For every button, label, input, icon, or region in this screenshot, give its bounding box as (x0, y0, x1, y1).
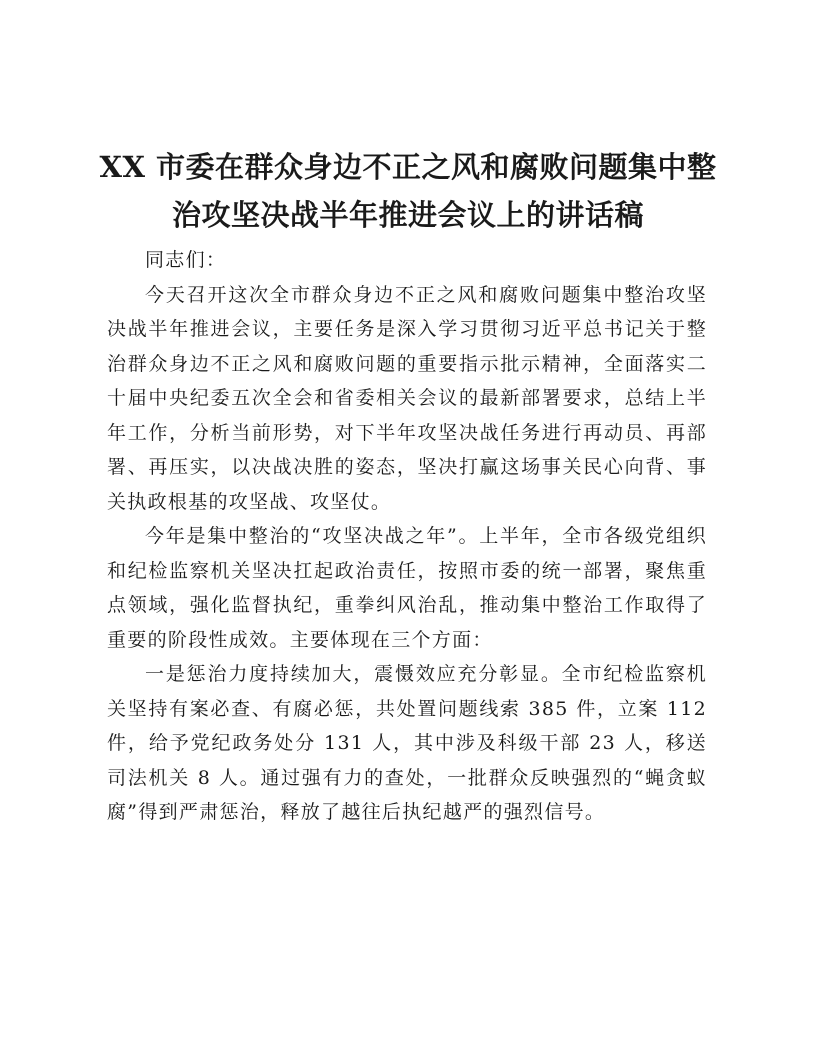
salutation: 同志们： (145, 249, 227, 271)
paragraph-overview: 今年是集中整治的“攻坚决战之年”。上半年，全市各级党组织和纪检监察机关坚决扛起政治责任，按照市委的统一部署，聚焦重点领域，强化监督执纪，重拳纠风治乱，推动集中整治工作取得了重要的阶段性成效。主要体现在三个方面： (107, 525, 707, 651)
document-body (107, 243, 707, 830)
paragraph-point-one: 一是惩治力度持续加大，震慑效应充分彰显。全市纪检监察机关坚持有案必查、有腐必惩，共处置问题线索 385 件，立案 112 件，给予党纪政务处分 131 人，其中涉及科级干部 23 人，移送司法机关 8 人。通过强有力的查处，一批群众反映强烈的“蝇贪蚁腐”得到严肃惩治，释放了越往后执纪越严的强烈信号。 (107, 663, 707, 823)
paragraph-intro: 今天召开这次全市群众身边不正之风和腐败问题集中整治攻坚决战半年推进会议，主要任务是深入学习贯彻习近平总书记关于整治群众身边不正之风和腐败问题的重要指示批示精神，全面落实二十届中央纪委五次全会和省委相关会议的最新部署要求，总结上半年工作，分析当前形势，对下半年攻坚决战任务进行再动员、再部署、再压实，以决战决胜的姿态，坚决打赢这场事关民心向背、事关执政根基的攻坚战、攻坚仗。 (107, 283, 707, 513)
title-line-2: 治攻坚决战半年推进会议上的讲话稿 (171, 198, 644, 232)
document-title (96, 143, 720, 239)
title-line-1: XX 市委在群众身边不正之风和腐败问题集中整 (99, 150, 717, 184)
